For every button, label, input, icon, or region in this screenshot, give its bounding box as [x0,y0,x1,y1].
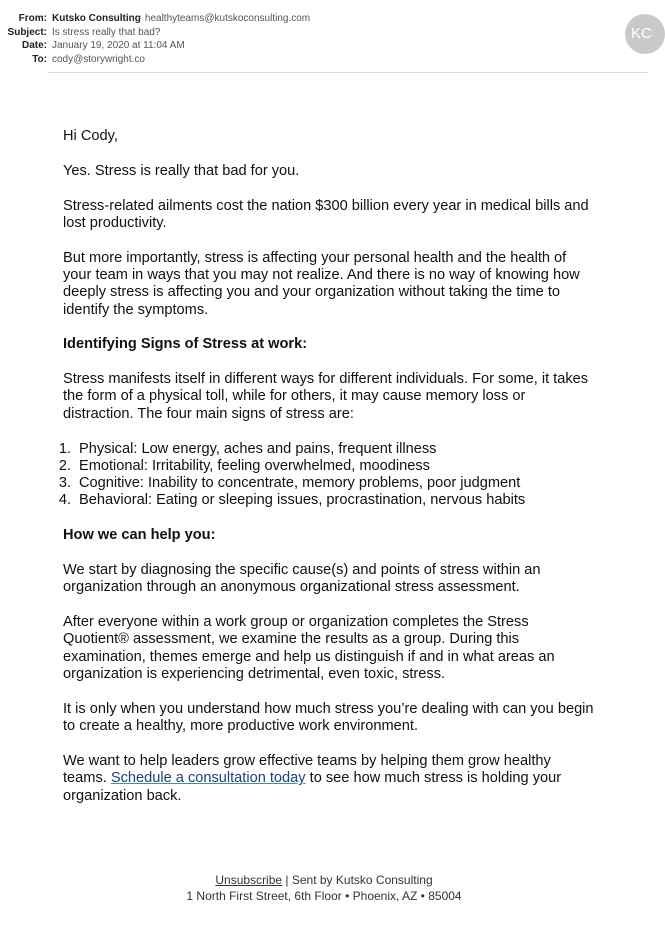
section-heading-signs: Identifying Signs of Stress at work: [63,336,308,353]
list-item: 3. Cognitive: Inability to concentrate, memory problems, poor judgment [58,475,521,492]
recipient-email[interactable]: cody@storywright.co [52,53,145,65]
list-item: 4. Behavioral: Eating or sleeping issues, procrastination, nervous habits [58,492,526,509]
subject-label: Subject: [7,26,47,38]
section-heading-help: How we can help you: [63,527,216,544]
paragraph-1: Yes. Stress is really that bad for you. [63,162,300,179]
subject-row [0,26,620,40]
schedule-consultation-link[interactable]: Schedule a consultation today [110,770,306,787]
paragraph-6: After everyone within a work group or organization completes the Stress Quotient® assessment, we examine the results as a group. During this examination, themes emerge and help us distinguish if and in what areas an organization is experiencing detrimental, even toxic, stress. [63,614,555,683]
signs-list [53,441,611,510]
list-item: 1. Physical: Low energy, aches and pains, frequent illness [58,440,437,457]
avatar: KC [625,14,665,54]
greeting: Hi Cody, [63,128,118,144]
to-row [0,53,620,67]
paragraph-2: Stress-related ailments cost the nation $300 billion every year in medical bills and lost productivity. [63,197,589,231]
date-value: January 19, 2020 at 11:04 AM [52,40,185,51]
sent-by-text: | Sent by Kutsko Consulting [282,873,433,887]
unsubscribe-link[interactable]: Unsubscribe [215,873,283,887]
from-row [0,12,620,26]
paragraph-7: It is only when you understand how much stress you’re dealing with can you begin to create a healthy, more productive work environment. [63,700,594,735]
subject-value: Is stress really that bad? [52,26,161,38]
to-label: To: [32,53,47,65]
email-body [58,128,611,822]
paragraph-5: We start by diagnosing the specific cause(s) and points of stress within an organization through an anonymous organizational stress assessment. [63,562,541,596]
paragraph-3: But more importantly, stress is affecting your personal health and the health of your team in ways that you may not realize. And there is no way of knowing how deeply stress is affecting you and your organization without taking the time to identify the symptoms. [63,249,580,318]
sender-name: Kutsko Consulting [52,13,141,24]
header-divider [48,72,648,73]
paragraph-8: We want to help leaders grow effective teams by helping them grow healthy teams. Schedule a consultation today to see how much stress is holding your organization back. [63,752,562,804]
list-item: 2. Emotional: Irritability, feeling overwhelmed, moodiness [58,457,430,474]
sender-email[interactable]: healthyteams@kutskoconsulting.com [144,13,311,24]
paragraph-4: Stress manifests itself in different ways for different individuals. For some, it takes the form of a physical toll, while for others, it may cause memory loss or distraction. The four main signs of stress are: [63,371,589,422]
from-label: From: [18,13,47,24]
date-label: Date: [21,40,47,51]
date-row [0,39,620,53]
email-header [0,12,620,66]
footer-address: 1 North First Street, 6th Floor • Phoenix, AZ • 85004 [186,889,462,903]
email-footer [0,872,648,904]
